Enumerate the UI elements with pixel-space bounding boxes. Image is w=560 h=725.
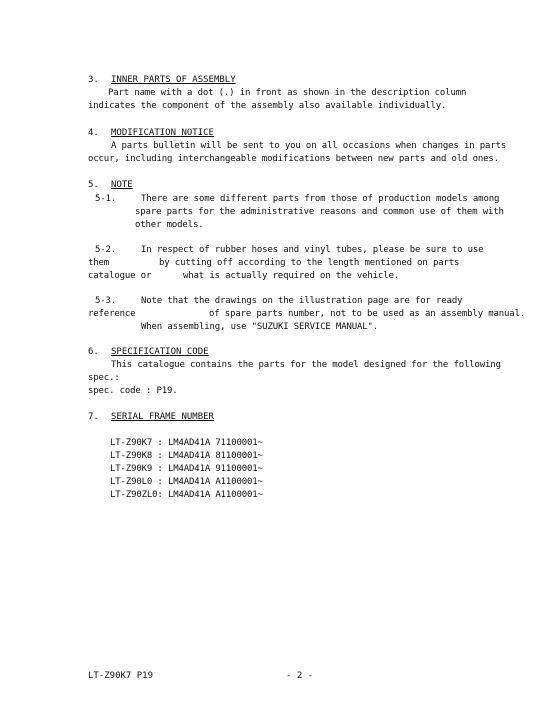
note-item-line: them bbox=[88, 258, 110, 268]
section-number: 3. bbox=[88, 75, 99, 85]
section-heading: SPECIFICATION CODE bbox=[111, 347, 209, 357]
footer-model-code: LT-Z90K7 P19 bbox=[88, 671, 154, 681]
note-item-line: When assembling, use "SUZUKI SERVICE MANUAL". bbox=[141, 322, 379, 332]
note-item-line: what is actually required on the vehicle. bbox=[183, 271, 400, 281]
note-item-line: by cutting off according to the length mentioned on parts bbox=[159, 258, 460, 268]
section-number: 6. bbox=[88, 347, 99, 357]
note-item-line: catalogue or bbox=[88, 271, 152, 281]
section-number: 4. bbox=[88, 128, 99, 138]
section-heading: SERIAL FRAME NUMBER bbox=[111, 412, 214, 422]
note-item-label: 5-3. bbox=[95, 296, 117, 306]
note-item-line: spare parts for the administrative reasons and common use of them with bbox=[135, 207, 504, 217]
footer-page-number: - 2 - bbox=[286, 671, 314, 681]
note-item-line: Note that the drawings on the illustration page are for ready bbox=[141, 296, 463, 306]
serial-row: LT-Z90K8 : LM4AD41A 81100001~ bbox=[110, 451, 263, 461]
note-item-label: 5-2. bbox=[95, 245, 117, 255]
paragraph-line: occur, including interchangeable modifications between new parts and old ones. bbox=[88, 154, 499, 164]
section-number: 5. bbox=[88, 180, 99, 190]
note-item-line: There are some different parts from those of production models among bbox=[141, 194, 500, 204]
paragraph-line: indicates the component of the assembly also available individually. bbox=[88, 101, 447, 111]
paragraph-line: spec.: bbox=[88, 373, 120, 383]
serial-row: LT-Z90K7 : LM4AD41A 71100001~ bbox=[110, 438, 263, 448]
section-heading: MODIFICATION NOTICE bbox=[111, 128, 214, 138]
note-item-line: other models. bbox=[135, 220, 204, 230]
paragraph-line: A parts bulletin will be sent to you on all occasions when changes in parts bbox=[111, 141, 507, 151]
note-item-line: of spare parts number, not to be used as an assembly manual. bbox=[209, 309, 526, 319]
serial-row: LT-Z90ZL0: LM4AD41A A1100001~ bbox=[110, 490, 263, 500]
section-heading: INNER PARTS OF ASSEMBLY bbox=[111, 75, 236, 85]
paragraph-line: spec. code : P19. bbox=[88, 386, 178, 396]
note-item-line: In respect of rubber hoses and vinyl tubes, please be sure to use bbox=[141, 245, 484, 255]
serial-row: LT-Z90L0 : LM4AD41A A1100001~ bbox=[110, 477, 263, 487]
note-item-line: reference bbox=[88, 309, 136, 319]
serial-row: LT-Z90K9 : LM4AD41A 91100001~ bbox=[110, 464, 263, 474]
paragraph-line: This catalogue contains the parts for the model designed for the following bbox=[111, 360, 501, 370]
section-heading: NOTE bbox=[111, 180, 133, 190]
paragraph-line: Part name with a dot (.) in front as shown in the description column bbox=[108, 88, 467, 98]
note-item-label: 5-1. bbox=[95, 194, 117, 204]
section-number: 7. bbox=[88, 412, 99, 422]
